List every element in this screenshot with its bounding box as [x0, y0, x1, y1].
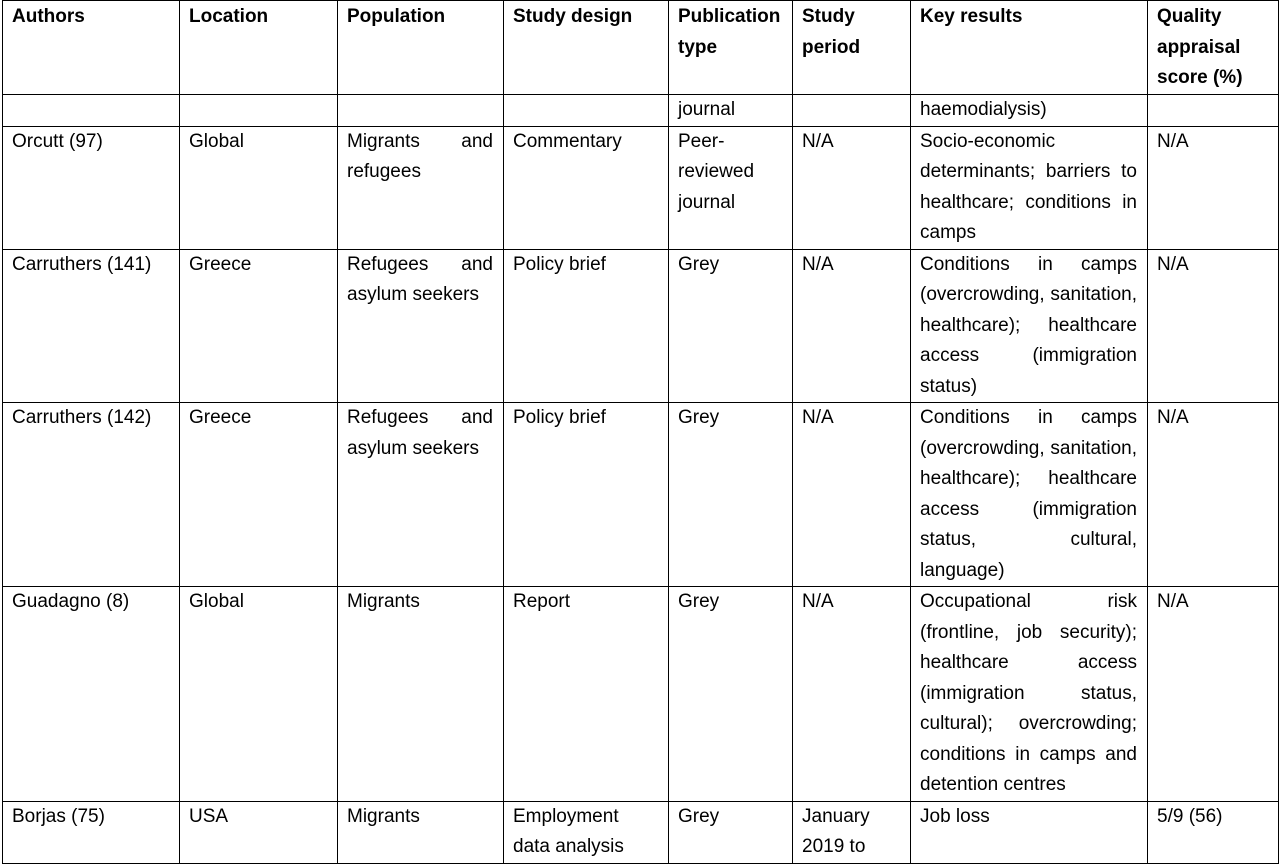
cell-quality-score: 5/9 (56) [1148, 801, 1279, 863]
header-population: Population [338, 1, 504, 95]
cell-authors: Borjas (75) [3, 801, 180, 863]
cell-empty [180, 95, 338, 127]
cell-publication-type: Grey [669, 249, 793, 403]
cell-study-period: January 2019 to [793, 801, 911, 863]
cell-study-design: Policy brief [504, 403, 669, 587]
cell-study-design: Employment data analysis [504, 801, 669, 863]
header-key-results: Key results [911, 1, 1148, 95]
cell-population: Migrants [338, 801, 504, 863]
header-location: Location [180, 1, 338, 95]
header-study-design: Study design [504, 1, 669, 95]
cell-empty [793, 95, 911, 127]
cell-location: USA [180, 801, 338, 863]
cell-study-design: Policy brief [504, 249, 669, 403]
cell-location: Global [180, 587, 338, 802]
cell-population: Refugees and asylum seekers [338, 249, 504, 403]
cell-quality-score: N/A [1148, 403, 1279, 587]
cell-key-results: Socio-economic determinants; barriers to healthcare; conditions in camps [911, 126, 1148, 249]
table-row [3, 587, 1279, 802]
cell-authors: Carruthers (142) [3, 403, 180, 587]
cell-key-results: haemodialysis) [911, 95, 1148, 127]
table-header-row [3, 1, 1279, 95]
cell-empty [338, 95, 504, 127]
cell-empty [3, 95, 180, 127]
header-authors: Authors [3, 1, 180, 95]
cell-publication-type: journal [669, 95, 793, 127]
table-row [3, 801, 1279, 863]
cell-key-results: Occupational risk (frontline, job security); healthcare access (immigration status, cultural); overcrowding; conditions in camps and detention centres [911, 587, 1148, 802]
cell-study-design: Report [504, 587, 669, 802]
cell-publication-type: Peer-reviewed journal [669, 126, 793, 249]
cell-authors: Carruthers (141) [3, 249, 180, 403]
cell-study-period: N/A [793, 249, 911, 403]
cell-publication-type: Grey [669, 801, 793, 863]
cell-study-period: N/A [793, 126, 911, 249]
literature-table [2, 0, 1279, 864]
cell-population: Migrants [338, 587, 504, 802]
cell-location: Greece [180, 249, 338, 403]
table-row [3, 403, 1279, 587]
cell-population: Migrants and refugees [338, 126, 504, 249]
cell-empty [504, 95, 669, 127]
cell-study-period: N/A [793, 587, 911, 802]
cell-study-period: N/A [793, 403, 911, 587]
cell-authors: Guadagno (8) [3, 587, 180, 802]
cell-location: Global [180, 126, 338, 249]
cell-publication-type: Grey [669, 587, 793, 802]
table-row [3, 126, 1279, 249]
header-publication-type: Publication type [669, 1, 793, 95]
header-study-period: Study period [793, 1, 911, 95]
cell-key-results: Conditions in camps (overcrowding, sanitation, healthcare); healthcare access (immigration status) [911, 249, 1148, 403]
cell-key-results: Conditions in camps (overcrowding, sanitation, healthcare); healthcare access (immigration status, cultural, language) [911, 403, 1148, 587]
cell-quality-score: N/A [1148, 587, 1279, 802]
cell-quality-score: N/A [1148, 126, 1279, 249]
cell-empty [1148, 95, 1279, 127]
cell-population: Refugees and asylum seekers [338, 403, 504, 587]
cell-location: Greece [180, 403, 338, 587]
table-row [3, 249, 1279, 403]
cell-key-results: Job loss [911, 801, 1148, 863]
cell-quality-score: N/A [1148, 249, 1279, 403]
cell-publication-type: Grey [669, 403, 793, 587]
table-row-continuation [3, 95, 1279, 127]
header-quality-score: Quality appraisal score (%) [1148, 1, 1279, 95]
cell-study-design: Commentary [504, 126, 669, 249]
cell-authors: Orcutt (97) [3, 126, 180, 249]
